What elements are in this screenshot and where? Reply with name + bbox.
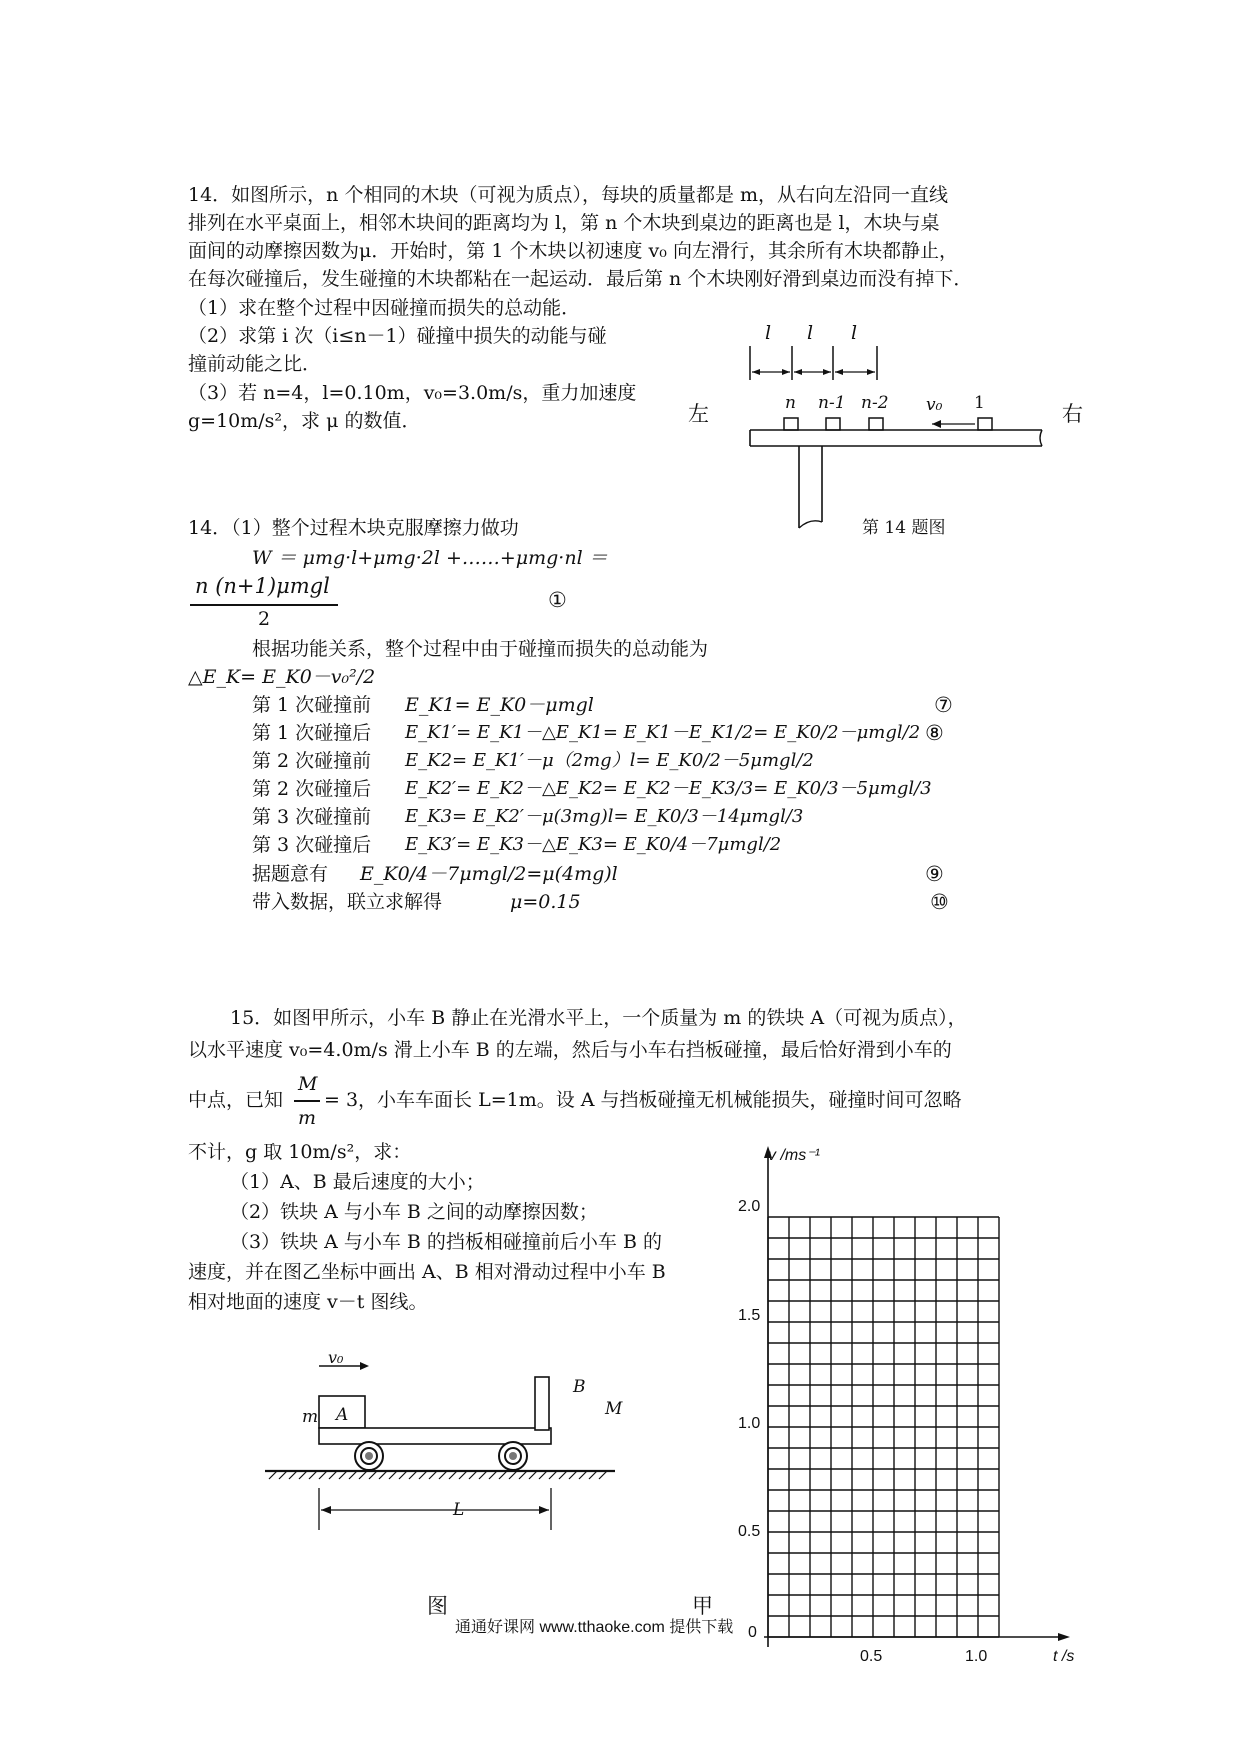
step-label: 第 1 次碰撞前 (252, 694, 372, 716)
energy-intro: 根据功能关系，整个过程中由于碰撞而损失的总动能为 (252, 638, 709, 660)
q14-stem-line: （3）若 n=4，l=0.10m，v₀=3.0m/s，重力加速度 (188, 382, 637, 404)
q15-item: （2）铁块 A 与小车 B 之间的动摩擦因数； (230, 1201, 598, 1223)
block-label-n: n (785, 393, 796, 413)
figure-caption-left: 图 (427, 1594, 448, 1618)
y-tick-label: 0.5 (738, 1523, 761, 1540)
step-label: 第 1 次碰撞后 (252, 722, 372, 744)
cart-A-label: A (336, 1405, 349, 1425)
q14-stem-line: 排列在水平桌面上，相邻木块间的距离均为 l，第 n 个木块到桌边的距离也是 l，木块与桌 (188, 212, 940, 234)
cart-M-label: M (605, 1399, 623, 1419)
q15-stem-line: = 3，小车车面长 L=1m。设 A 与挡板碰撞无机械能损失，碰撞时间可忽略 (324, 1089, 962, 1111)
q15-stem-line: 以水平速度 v₀=4.0m/s 滑上小车 B 的左端，然后与小车右挡板碰撞，最后恰好滑到小车的 (188, 1039, 952, 1061)
fraction-numerator: n (n+1)μmgl (195, 574, 330, 598)
step-mark: ⑩ (930, 890, 949, 914)
q14-stem-line: 撞前动能之比． (188, 353, 322, 375)
x-axis-arrow (1058, 1633, 1070, 1641)
y-axis-label: v /ms⁻¹ (768, 1147, 820, 1164)
left-label: 左 (688, 402, 709, 426)
q14-stem-line: 14．如图所示，n 个相同的木块（可视为质点），每块的质量都是 m，从右向左沿同一直线 (188, 184, 949, 206)
figure-14-caption: 第 14 题图 (862, 518, 946, 538)
step-equation: E_K2= E_K1′－μ（2mg）l= E_K0/2－5μmgl/2 (405, 750, 814, 771)
energy-equation: △E_K= E_K0－v₀²/2 (188, 666, 376, 688)
q15-stem-line: 15．如图甲所示，小车 B 静止在光滑水平上，一个质量为 m 的铁块 A（可视为质点）， (230, 1007, 967, 1029)
equation-mark: ① (548, 588, 567, 612)
y-tick-label: 2.0 (738, 1198, 761, 1215)
q15-item: （3）铁块 A 与小车 B 的挡板相碰撞前后小车 B 的 (230, 1231, 662, 1253)
step-equation: E_K3= E_K2′－μ(3mg)l= E_K0/3－14μmgl/3 (405, 806, 804, 827)
q14-stem-line: 在每次碰撞后，发生碰撞的木块都粘在一起运动．最后第 n 个木块刚好滑到桌边而没有掉下． (188, 268, 973, 290)
velocity-label-v0: v₀ (926, 395, 943, 415)
cart-L-label: L (453, 1500, 465, 1520)
vt-grid-lines (768, 1217, 999, 1637)
step-equation: E_K0/4－7μmgl/2=μ(4mg)l (360, 863, 618, 885)
q15-stem-prefix: 中点，已知 (188, 1089, 284, 1111)
x-axis-label: t /s (1053, 1648, 1075, 1665)
dim-label-l: l (851, 322, 858, 344)
block-label-n-minus-1: n-1 (818, 393, 846, 413)
y-tick-label: 1.0 (738, 1415, 761, 1432)
step-mark: ⑦ (934, 693, 953, 717)
origin-label: 0 (748, 1624, 757, 1641)
mass-ratio-numerator: M (298, 1073, 318, 1095)
q15-item: （1）A、B 最后速度的大小； (230, 1171, 485, 1193)
step-equation: E_K1= E_K0－μmgl (405, 694, 594, 716)
y-tick-label: 1.5 (738, 1307, 761, 1324)
step-label: 带入数据，联立求解得 (252, 891, 443, 913)
table-diagram (700, 340, 1070, 540)
block-label-1: 1 (974, 393, 985, 413)
footer-watermark: 通通好课网 www.tthaoke.com 提供下载 (455, 1619, 734, 1636)
block-label-n-minus-2: n-2 (861, 393, 889, 413)
mass-ratio-bar (294, 1100, 320, 1102)
step-label: 第 2 次碰撞前 (252, 750, 372, 772)
x-tick-label: 1.0 (965, 1648, 988, 1665)
step-mark: ⑧ (925, 721, 944, 745)
cart-v0-label: v₀ (328, 1348, 344, 1367)
figure-caption-right: 甲 (692, 1594, 713, 1618)
q14-stem-line: 面间的动摩擦因数为μ．开始时，第 1 个木块以初速度 v₀ 向左滑行，其余所有木块都静止， (188, 240, 958, 262)
work-equation: W ＝ μmg·l+μmg·2l +……+μmg·nl ＝ (252, 547, 608, 569)
q15-stem-line: 不计，g 取 10m/s²，求： (188, 1141, 412, 1163)
dim-label-l: l (807, 322, 814, 344)
q14-stem-line: （2）求第 i 次（i≤n－1）碰撞中损失的动能与碰 (188, 325, 607, 347)
step-label: 据题意有 (252, 863, 329, 885)
step-equation: E_K3′= E_K3－△E_K3= E_K0/4－7μmgl/2 (405, 834, 782, 855)
right-label: 右 (1062, 402, 1083, 426)
step-mark: ⑨ (925, 862, 944, 886)
cart-B-label: B (573, 1377, 586, 1397)
step-label: 第 3 次碰撞后 (252, 834, 372, 856)
step-equation: E_K2′= E_K2－△E_K2= E_K2－E_K3/3= E_K0/3－5μmgl/3 (405, 778, 932, 799)
solution-heading: 14．（1）整个过程木块克服摩擦力做功 (188, 517, 519, 539)
cart-diagram (255, 1340, 625, 1540)
q15-item-cont: 速度，并在图乙坐标中画出 A、B 相对滑动过程中小车 B (188, 1261, 666, 1283)
q14-stem-line: （1）求在整个过程中因碰撞而损失的总动能． (188, 297, 581, 319)
cart-m-label: m (302, 1407, 319, 1427)
step-equation: μ=0.15 (510, 891, 581, 913)
mass-ratio-denominator: m (298, 1107, 317, 1129)
step-equation: E_K1′= E_K1－△E_K1= E_K1－E_K1/2= E_K0/2－μmgl/2 (405, 722, 921, 743)
q15-item-cont: 相对地面的速度 v－t 图线。 (188, 1291, 428, 1313)
fraction-denominator: 2 (258, 608, 271, 630)
dim-label-l: l (765, 322, 772, 344)
step-label: 第 2 次碰撞后 (252, 778, 372, 800)
vt-grid-svg (740, 1140, 1090, 1700)
step-label: 第 3 次碰撞前 (252, 806, 372, 828)
x-tick-label: 0.5 (860, 1648, 883, 1665)
q14-stem-line: g=10m/s²，求 μ 的数值． (188, 410, 421, 432)
